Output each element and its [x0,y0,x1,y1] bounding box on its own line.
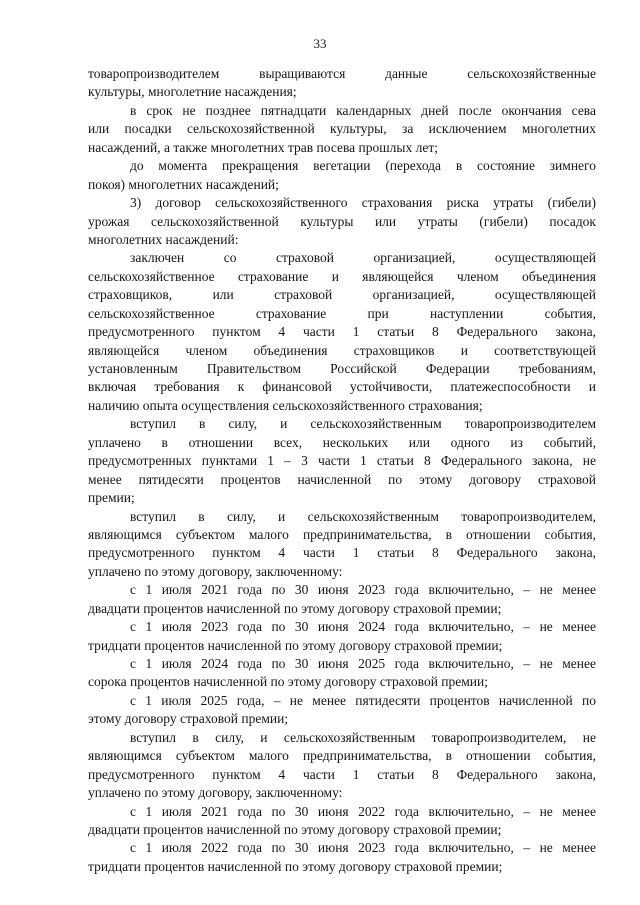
text-line: с 1 июля 2023 года по 30 июня 2024 года включительно, – не менее [130,619,596,635]
text-line: являющимся субъектом малого предпринимательства, в отношении события, [88,748,596,764]
text-line: с 1 июля 2021 года по 30 июня 2022 года включительно, – не менее [130,803,596,819]
text-line: двадцати процентов начисленной по этому договору страховой премии; [88,821,502,837]
text-line: сельскохозяйственное страхование и являющейся членом объединения [88,268,596,284]
text-line: тридцати процентов начисленной по этому договору страховой премии; [88,637,503,653]
text-line: страховщиков, или страховой организацией, осуществляющей [88,287,596,303]
text-line: урожая сельскохозяйственной культуры или утраты (гибели) посадок [88,213,596,229]
text-line: наличию опыта осуществления сельскохозяйственного страхования; [88,397,483,413]
text-line: в срок не позднее пятнадцати календарных дней после окончания сева [130,102,596,118]
text-line: вступил в силу, и сельскохозяйственным товаропроизводителем [130,416,596,432]
text-line: покоя) многолетних насаждений; [88,176,279,192]
body-text [88,65,596,876]
text-line: уплачено по этому договору, заключенному: [88,785,343,801]
text-line: предусмотренного пунктом 4 части 1 статьи 8 Федерального закона, [88,766,596,782]
text-line: товаропроизводителем выращиваются данные сельскохозяйственные [88,66,596,81]
text-line: являющимся субъектом малого предпринимательства, в отношении события, [88,526,596,542]
page-number: 33 [313,36,327,51]
text-line: этому договору страховой премии; [88,711,289,727]
text-line: тридцати процентов начисленной по этому договору страховой премии; [88,858,503,874]
text-line: 3) договор сельскохозяйственного страхования риска утраты (гибели) [130,195,596,211]
text-line: предусмотренных пунктами 1 – 3 части 1 статьи 8 Федерального закона, не [88,453,596,469]
text-line: сельскохозяйственное страхование при наступлении события, [88,305,596,321]
text-line: насаждений, а также многолетних трав посева прошлых лет; [88,139,438,155]
text-line: или посадки сельскохозяйственной культуры, за исключением многолетних [88,121,596,137]
text-line: вступил в силу, и сельскохозяйственным товаропроизводителем, [130,508,596,524]
text-line: премии; [88,490,135,506]
text-line: многолетних насаждений: [88,231,239,247]
text-line: сорока процентов начисленной по этому договору страховой премии; [88,674,489,690]
text-line: уплачено по этому договору, заключенному: [88,563,343,579]
text-line: с 1 июля 2025 года, – не менее пятидесяти процентов начисленной по [130,692,596,708]
text-line: заключен со страховой организацией, осуществляющей [130,250,596,266]
text-line: двадцати процентов начисленной по этому договору страховой премии; [88,600,502,616]
text-line: менее пятидесяти процентов начисленной по этому договору страховой [88,471,596,487]
text-line: с 1 июля 2021 года по 30 июня 2023 года включительно, – не менее [130,582,596,598]
text-line: установленным Правительством Российской Федерации требованиям, [88,361,596,376]
text-line: предусмотренного пунктом 4 части 1 статьи 8 Федерального закона, [88,324,596,340]
text-line: являющейся членом объединения страховщиков и соответствующей [88,342,596,358]
text-line: уплачено в отношении всех, нескольких или одного из событий, [88,434,596,450]
text-line: предусмотренного пунктом 4 части 1 статьи 8 Федерального закона, [88,545,596,561]
text-line: до момента прекращения вегетации (перехода в состояние зимнего [130,158,596,174]
text-line: включая требования к финансовой устойчивости, платежеспособности и [88,379,596,395]
text-line: культуры, многолетние насаждения; [88,84,297,100]
text-line: с 1 июля 2024 года по 30 июня 2025 года включительно, – не менее [130,656,596,671]
text-line: вступил в силу, и сельскохозяйственным товаропроизводителем, не [130,729,596,745]
text-line: с 1 июля 2022 года по 30 июня 2023 года включительно, – не менее [130,840,596,856]
